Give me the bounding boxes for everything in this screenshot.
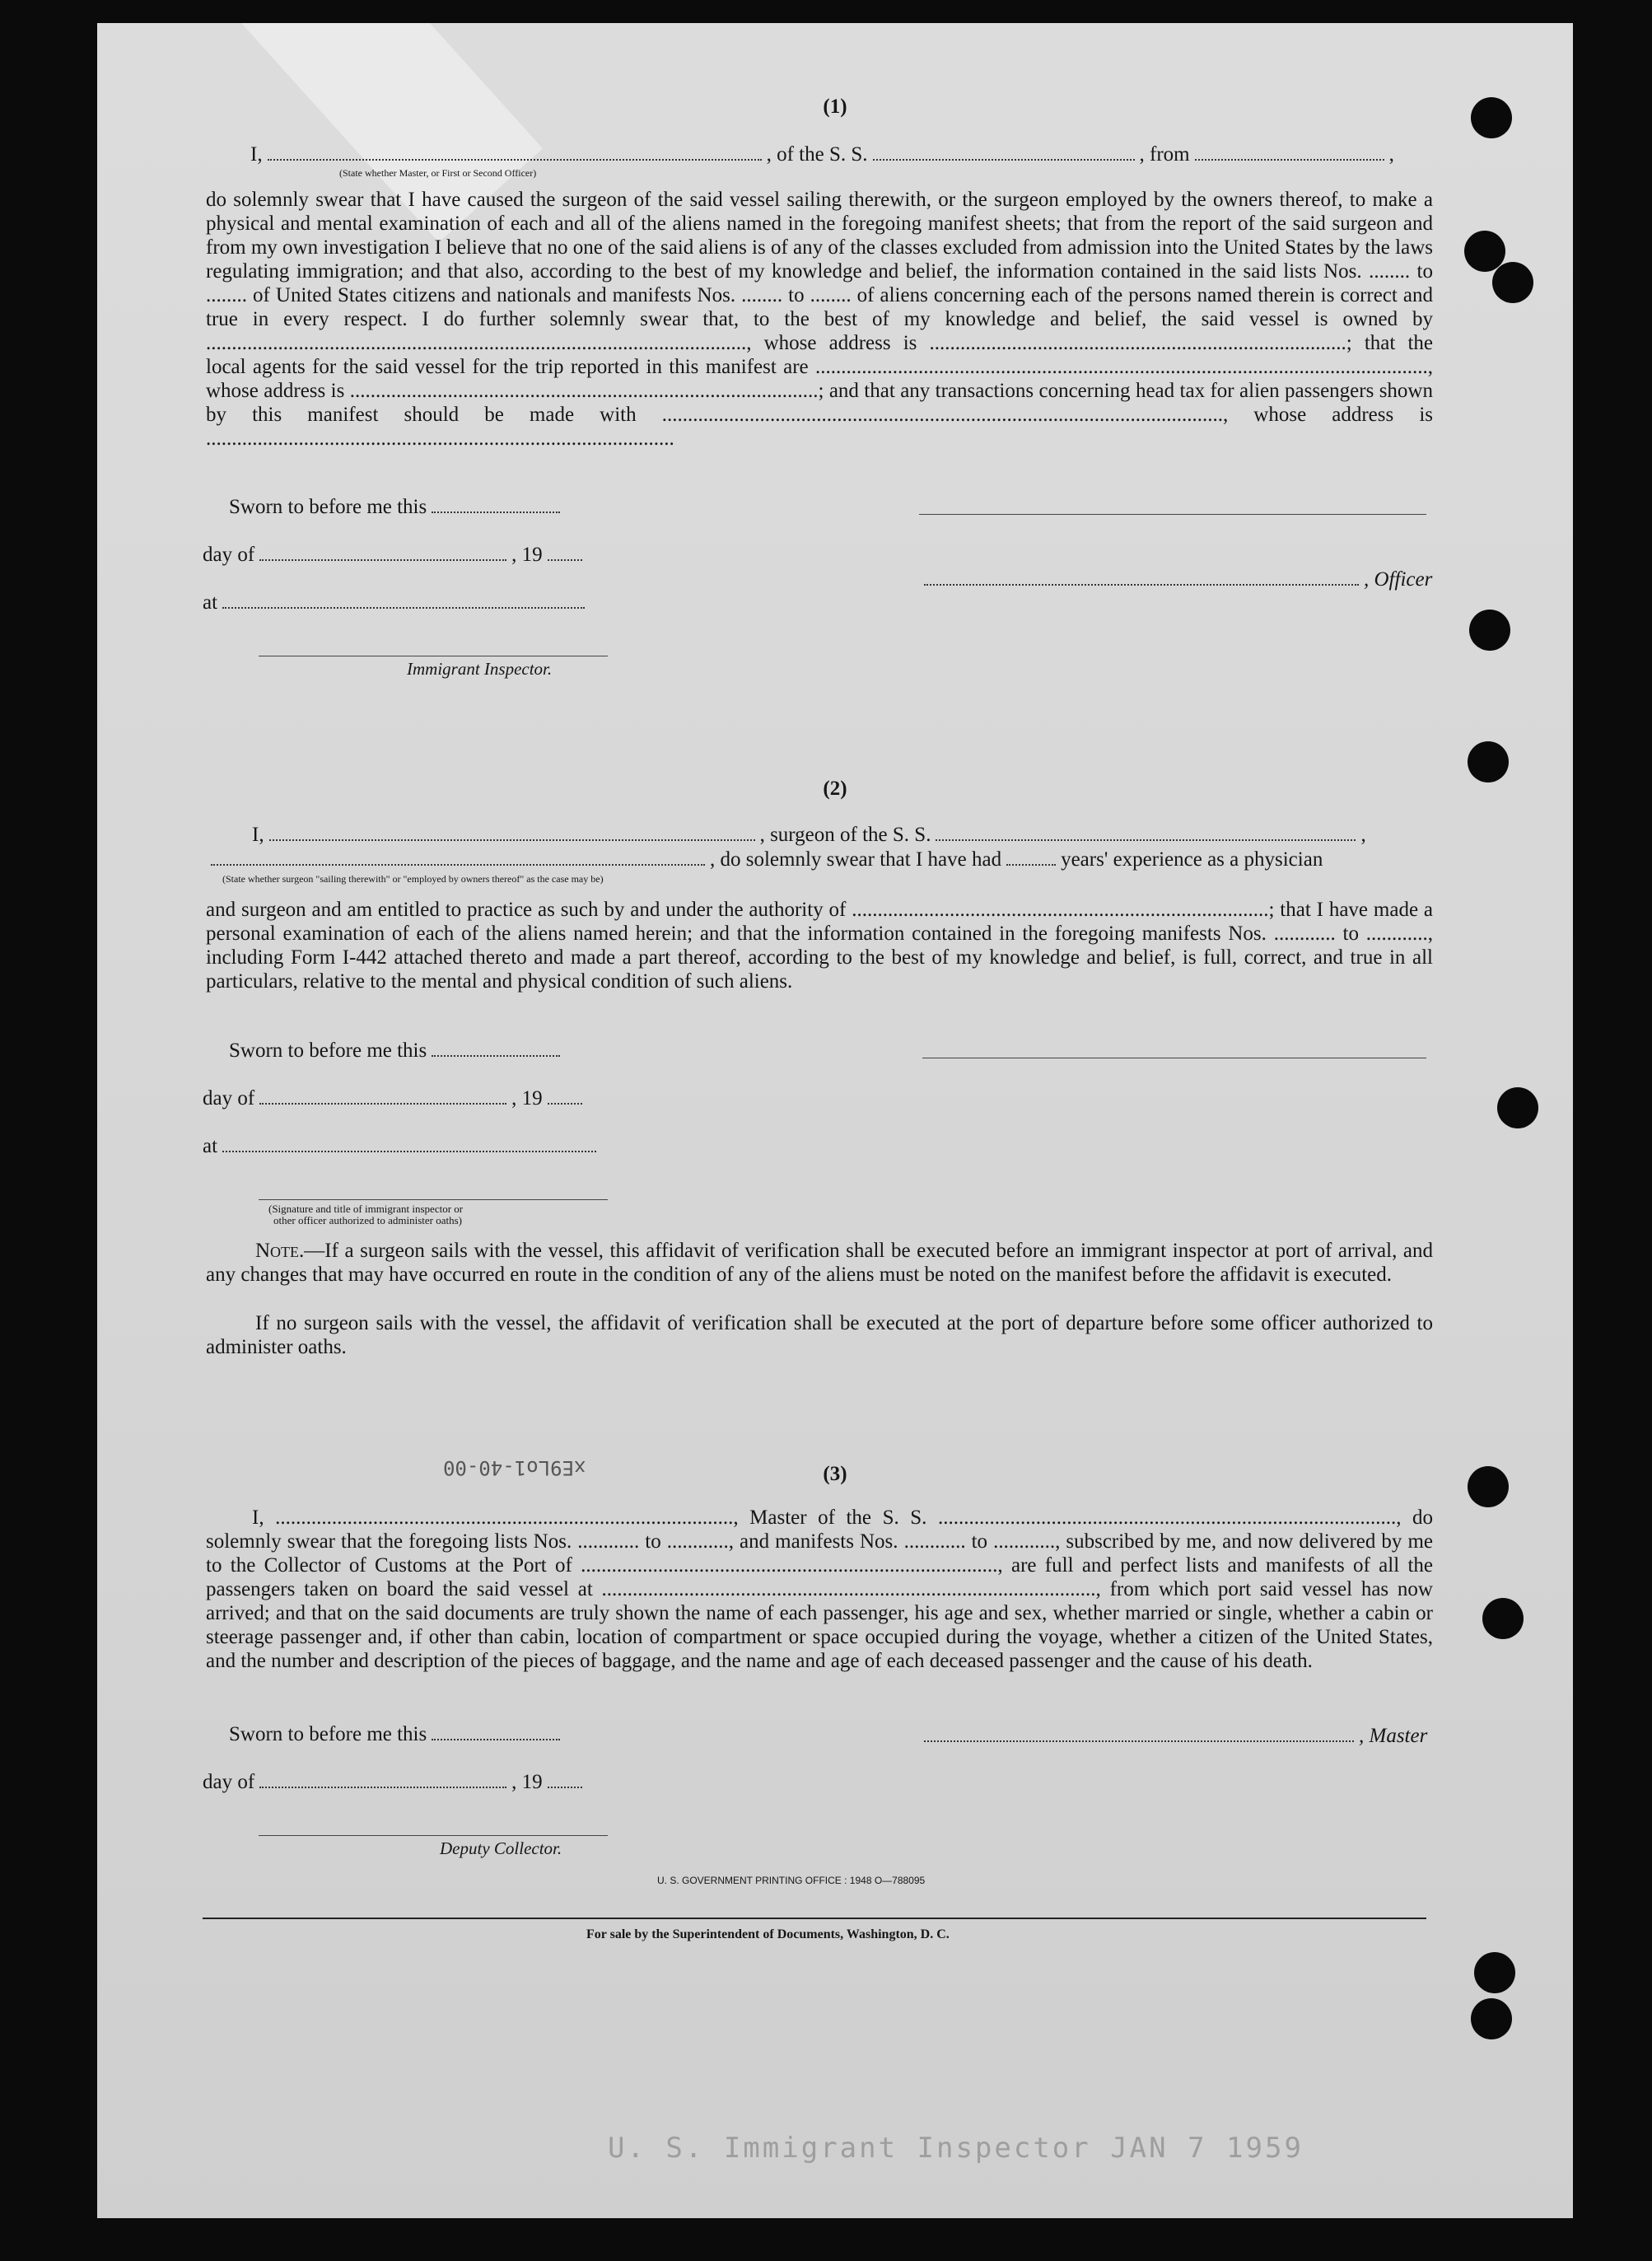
signature-line [259,1199,608,1200]
sec1-body: do solemnly swear that I have caused the surgeon of the said vessel sailing therewith, or the surgeon employed by the owners thereof, to make a physical and mental examination of each and all of the aliens named in the foregoing manifest sheets; that from the report of the said surgeon and from my own investigation I believe that no one of the said aliens is of any of the classes excluded from admission into the United States by the laws regulating immigration; and that also, according to the best of my knowledge and belief, the information contained in the said lists Nos. ........ to ........ of United States citizens and nationals and manifests Nos. ........ to ........ of aliens concerning each of the persons named therein is correct and true in every respect. I do further solemnly swear that, to the best of my knowledge and belief, the said vessel is owned by ........................................................................................................., whose address is .................................................................................; that the local agents for the said vessel for the trip reported in this manifest are ......................................................................................................................., whose address is ...........................................................................................; and that any transactions concerning head tax for alien passengers shown by this manifest should be made with ............................................................................................................., whose address is ........................................................................................... [206,189,1433,450]
punch-hole [1497,1087,1538,1128]
ship-label: , of the S. S. [766,143,868,166]
sec2-line2: , do solemnly swear that I have had years' experience as a physician [206,848,1323,871]
officer-line: , Officer [919,568,1432,591]
note-label: Note. [255,1240,305,1262]
section-number: (2) [823,778,847,800]
day-line: day of , 19 [203,1771,587,1794]
note-2: If no surgeon sails with the vessel, the affidavit of verification shall be executed at the port of departure before some officer authorized to administer oaths. [206,1312,1433,1358]
handwritten-note: xE9Lo1-40-00 [443,1456,586,1479]
note-text: —If a surgeon sails with the vessel, this affidavit of verification shall be executed before an immigrant inspector at port of arrival, and any changes that may have occurred en route in the condition of any of the aliens must be noted on the manifest before the affidavit is executed. [206,1240,1433,1286]
officer-caption: (State whether Master, or First or Second Officer) [339,167,537,179]
sworn-line: Sworn to before me this [229,1723,565,1746]
signature-caption: (Signature and title of immigrant inspector or [268,1203,464,1215]
at-line: at [203,591,590,614]
day-line: day of , 19 [203,544,587,567]
form-page [97,23,1573,2218]
punch-hole [1468,741,1509,782]
day-line: day of , 19 [203,1087,587,1110]
officer-signature-line [919,514,1426,515]
signature-caption: other officer authorized to administer oaths) [273,1214,462,1226]
punch-hole [1469,610,1510,651]
section-number: (1) [823,96,847,118]
sworn-line: Sworn to before me this [229,1039,565,1063]
sec2-body: and surgeon and am entitled to practice as such by and under the authority of .................................................................................; that I have made a personal examination of each of the aliens named herein; and that the information contained in the foregoing manifests Nos. ............ to ............, including Form I-442 attached thereto and made a part thereof, according to the best of my knowledge and belief, is full, correct, and true in all particulars, relative to the mental and physical condition of such aliens. [206,899,1433,993]
sec1-line1: I, , of the S. S. , from , [250,143,1394,166]
gpo-line: U. S. GOVERNMENT PRINTING OFFICE : 1948 O—788095 [657,1875,926,1886]
from-label: , from [1139,143,1190,166]
punch-hole [1474,1952,1515,1993]
date-stamp: U. S. Immigrant Inspector JAN 7 1959 [608,2132,1304,2165]
note [206,1239,1433,1287]
section-number: (3) [823,1463,847,1485]
footer-rule [203,1918,1426,1919]
sec2-line1: I, , surgeon of the S. S. , [252,824,1366,846]
collector-label: Deputy Collector. [440,1838,562,1858]
oath-start: I, [250,143,263,166]
master-line: , Master [919,1725,1427,1748]
sworn-line: Sworn to before me this [229,496,565,519]
collector-signature-line [259,1835,608,1836]
inspector-label: Immigrant Inspector. [407,659,553,679]
punch-hole [1471,1998,1512,2039]
punch-hole [1492,262,1533,303]
punch-hole [1482,1598,1524,1639]
sec3-body: I, ........................................................................................., Master of the S. S. ........................................................................................., do solemnly swear that the foregoing lists Nos. ............ to ............, and manifests Nos. ............ to ............, subscribed by me, and now delivered by me to the Collector of Customs at the Port of ................................................................................., are full and perfect lists and manifests of all the passengers taken on board the said vessel at ................................................................................................, from which port said vessel has now arrived; and that on the said documents are truly shown the name of each passenger, his age and sex, whether married or single, whether a cabin or steerage passenger and, if other than cabin, location of compartment or space occupied during the voyage, whether a citizen of the United States, and the number and description of the pieces of baggage, and the name and age of each deceased passenger and the cause of his death. [206,1507,1433,1672]
surgeon-caption: (State whether surgeon "sailing therewith" or "employed by owners thereof" as the case may be) [222,873,604,885]
at-line: at [203,1135,601,1158]
sale-notice: For sale by the Superintendent of Documents, Washington, D. C. [586,1927,950,1941]
